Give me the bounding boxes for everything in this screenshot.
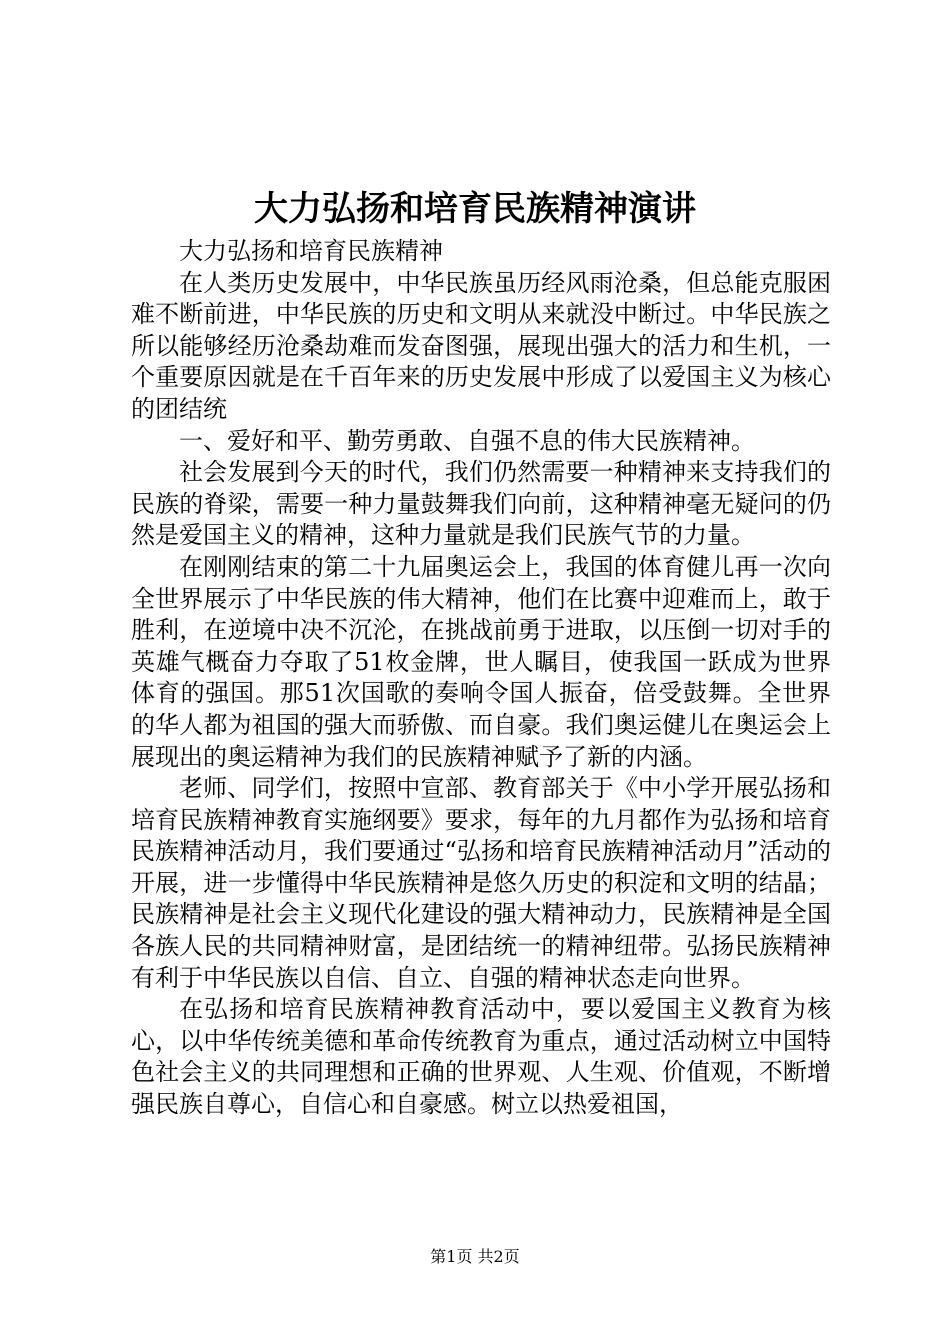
paragraph: 在刚刚结束的第二十九届奥运会上，我国的体育健儿再一次向全世界展示了中华民族的伟大精神，他们在比赛中迎难而上，敢于胜利，在逆境中决不沉沦，在挑战前勇于进取，以压倒一切对手的英雄气概奋力夺取了51枚金牌，世人瞩目，使我国一跃成为世界体育的强国。那51次国歌的奏响令国人振奋，倍受鼓舞。全世界的华人都为祖国的强大而骄傲、而自豪。我们奥运健儿在奥运会上展现出的奥运精神为我们的民族精神赋予了新的内涵。 [131,552,831,771]
paragraph: 一、爱好和平、勤劳勇敢、自强不息的伟大民族精神。 [179,426,755,455]
paragraph: 社会发展到今天的时代，我们仍然需要一种精神来支持我们的民族的脊梁，需要一种力量鼓舞我们向前，这种精神毫无疑问的仍然是爱国主义的精神，这种力量就是我们民族气节的力量。 [131,458,831,550]
document-title: 大力弘扬和培育民族精神演讲 [254,189,696,229]
page-footer: 第1页 共2页 [430,1247,520,1266]
paragraph: 在弘扬和培育民族精神教育活动中，要以爱国主义教育为核心，以中华传统美德和革命传统教育为重点，通过活动树立中国特色社会主义的共同理想和正确的世界观、人生观、价值观，不断增强民族自尊心，自信心和自豪感。树立以热爱祖国， [131,995,831,1119]
document-body [131,236,831,1121]
paragraph-subtitle: 大力弘扬和培育民族精神 [179,237,443,265]
paragraph: 在人类历史发展中，中华民族虽历经风雨沧桑，但总能克服困难不断前进，中华民族的历史和文明从来就没中断过。中华民族之所以能够经历沧桑劫难而发奋图强，展现出强大的活力和生机，一个重要原因就是在千百年来的历史发展中形成了以爱国主义为核心的团结统 [131,268,831,423]
paragraph: 老师、同学们，按照中宣部、教育部关于《中小学开展弘扬和培育民族精神教育实施纲要》要求，每年的九月都作为弘扬和培育民族精神活动月，我们要通过“弘扬和培育民族精神活动月”活动的开展，进一步懂得中华民族精神是悠久历史的积淀和文明的结晶；民族精神是社会主义现代化建设的强大精神动力，民族精神是全国各族人民的共同精神财富，是团结统一的精神纽带。弘扬民族精神有利于中华民族以自信、自立、自强的精神状态走向世界。 [131,774,831,992]
